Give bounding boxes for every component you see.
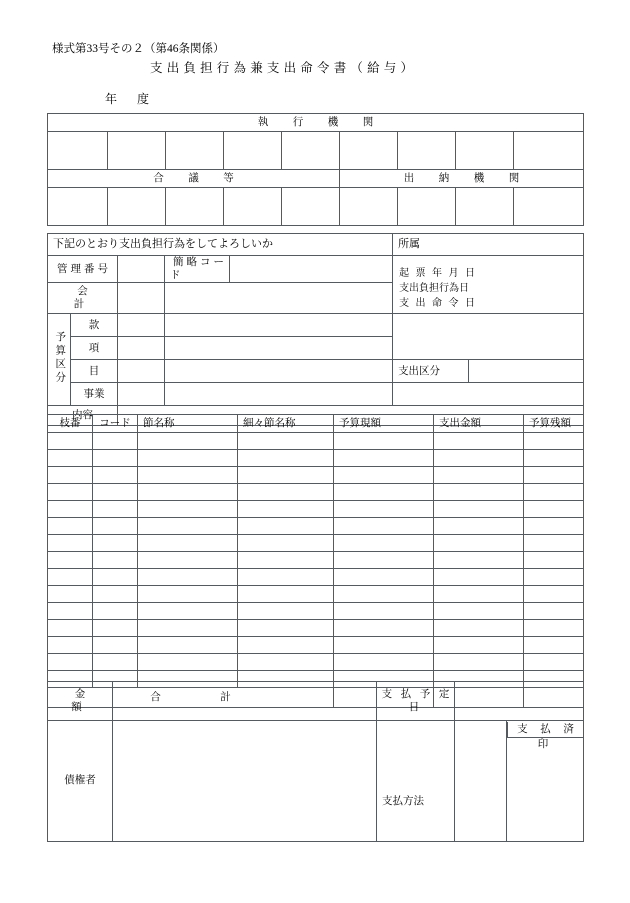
item-table-body (48, 433, 584, 688)
item-cell-code[interactable] (93, 569, 138, 586)
management-number-label: 管理番号 (48, 256, 118, 283)
budget-row-code[interactable] (118, 360, 165, 383)
item-cell-branch-number[interactable] (48, 433, 93, 450)
creditor-value[interactable] (113, 721, 377, 842)
item-cell-subsection-name[interactable] (238, 484, 334, 501)
item-cell-expenditure-amount[interactable] (434, 654, 524, 671)
item-table-row (48, 637, 584, 654)
expenditure-division-spacer (393, 383, 584, 406)
item-cell-branch-number[interactable] (48, 603, 93, 620)
item-cell-budget-amount[interactable] (334, 535, 434, 552)
agency-table (47, 113, 584, 226)
budget-row-name[interactable] (165, 383, 393, 406)
executive-agency-header: 執 行 機 関 (48, 114, 584, 132)
item-cell-expenditure-amount[interactable] (434, 637, 524, 654)
item-cell-section-name[interactable] (138, 637, 238, 654)
item-cell-expenditure-amount[interactable] (434, 433, 524, 450)
item-cell-code[interactable] (93, 484, 138, 501)
item-cell-expenditure-amount[interactable] (434, 501, 524, 518)
budget-division-label: 予算区分 (48, 314, 71, 406)
item-cell-section-name[interactable] (138, 501, 238, 518)
item-cell-remaining-budget[interactable] (524, 620, 584, 637)
budget-row-moku (48, 360, 584, 383)
item-cell-budget-amount[interactable] (334, 450, 434, 467)
budget-row-code[interactable] (118, 337, 165, 360)
management-number-row (48, 256, 584, 283)
item-cell-subsection-name[interactable] (238, 603, 334, 620)
item-cell-section-name[interactable] (138, 654, 238, 671)
budget-row-name[interactable] (165, 314, 393, 337)
item-cell-expenditure-amount[interactable] (434, 484, 524, 501)
payment-section (47, 681, 583, 842)
item-cell-subsection-name[interactable] (238, 586, 334, 603)
item-cell-budget-amount[interactable] (334, 518, 434, 535)
item-cell-branch-number[interactable] (48, 620, 93, 637)
affiliation-label: 所属 (393, 234, 584, 256)
abbrev-code-value[interactable] (230, 256, 393, 283)
item-cell-expenditure-amount[interactable] (434, 518, 524, 535)
budget-classification-table (47, 233, 584, 426)
column-header-expenditure-amount: 支出金額 (434, 415, 524, 433)
item-cell-section-name[interactable] (138, 569, 238, 586)
item-cell-code[interactable] (93, 654, 138, 671)
approval-statement: 下記のとおり支出負担行為をしてよろしいか (48, 234, 393, 256)
item-cell-expenditure-amount[interactable] (434, 586, 524, 603)
budget-classification-section (47, 233, 583, 426)
item-table-header-row (48, 415, 584, 433)
item-cell-expenditure-amount[interactable] (434, 450, 524, 467)
item-cell-code[interactable] (93, 467, 138, 484)
column-header-remaining-budget: 予算残額 (524, 415, 584, 433)
item-cell-budget-amount[interactable] (334, 569, 434, 586)
budget-row-label: 項 (71, 337, 118, 360)
form-number: 様式第33号その２（第46条関係） (52, 43, 225, 55)
expenditure-order-date-label: 支 出 命 令 日 (399, 298, 478, 310)
total-label: 合 計 (48, 688, 334, 708)
item-cell-section-name[interactable] (138, 450, 238, 467)
item-table-row (48, 586, 584, 603)
item-table-row (48, 569, 584, 586)
lower-agency-cell[interactable] (48, 188, 108, 226)
lower-agency-cell[interactable] (340, 188, 398, 226)
item-cell-subsection-name[interactable] (238, 433, 334, 450)
item-cell-code[interactable] (93, 433, 138, 450)
item-cell-remaining-budget[interactable] (524, 586, 584, 603)
expenditure-obligation-date-label: 支出負担行為日 (399, 283, 470, 295)
column-header-subsection-name: 細々節名称 (238, 415, 334, 433)
item-cell-section-name[interactable] (138, 552, 238, 569)
item-table-row (48, 518, 584, 535)
drafting-date-label: 起 票 年 月 日 (399, 268, 478, 280)
amount-value[interactable] (113, 682, 377, 721)
item-cell-remaining-budget[interactable] (524, 637, 584, 654)
consultation-cashier-stamp-row (48, 188, 584, 226)
fiscal-year-label: 年 度 (105, 92, 154, 106)
item-cell-section-name[interactable] (138, 484, 238, 501)
item-table-row (48, 535, 584, 552)
item-cell-branch-number[interactable] (48, 586, 93, 603)
item-cell-subsection-name[interactable] (238, 518, 334, 535)
item-cell-budget-amount[interactable] (334, 467, 434, 484)
item-table-row (48, 484, 584, 501)
lower-agency-cell[interactable] (456, 188, 514, 226)
item-cell-budget-amount[interactable] (334, 620, 434, 637)
budget-row-label: 事業 (71, 383, 118, 406)
lower-agency-cell[interactable] (282, 188, 340, 226)
item-cell-budget-amount[interactable] (334, 637, 434, 654)
column-header-section-name: 節名称 (138, 415, 238, 433)
paid-seal-cell[interactable] (507, 721, 584, 842)
item-cell-code[interactable] (93, 450, 138, 467)
amount-label: 金 額 (48, 682, 113, 721)
item-cell-branch-number[interactable] (48, 535, 93, 552)
item-cell-code[interactable] (93, 586, 138, 603)
item-cell-branch-number[interactable] (48, 484, 93, 501)
item-cell-remaining-budget[interactable] (524, 450, 584, 467)
item-cell-budget-amount[interactable] (334, 433, 434, 450)
expenditure-division-label: 支出区分 (393, 360, 469, 383)
item-cell-subsection-name[interactable] (238, 501, 334, 518)
abbrev-code-label: 簡略コード (165, 256, 230, 283)
budget-row-kan (48, 314, 584, 337)
lower-agency-cell[interactable] (224, 188, 282, 226)
item-cell-expenditure-amount[interactable] (434, 620, 524, 637)
item-cell-section-name[interactable] (138, 603, 238, 620)
executive-agency-cell[interactable] (340, 132, 398, 170)
item-cell-branch-number[interactable] (48, 501, 93, 518)
cashier-header: 出 納 機 関 (340, 170, 584, 188)
item-cell-section-name[interactable] (138, 467, 238, 484)
paid-seal-label: 支 払 済 印 (507, 722, 583, 738)
executive-agency-cell[interactable] (282, 132, 340, 170)
payment-table (47, 681, 584, 842)
executive-agency-header-row (48, 114, 584, 132)
consultation-cashier-header-row (48, 170, 584, 188)
item-cell-subsection-name[interactable] (238, 467, 334, 484)
budget-row-code[interactable] (118, 314, 165, 337)
item-cell-branch-number[interactable] (48, 518, 93, 535)
item-cell-subsection-name[interactable] (238, 569, 334, 586)
item-cell-code[interactable] (93, 620, 138, 637)
item-table-row (48, 433, 584, 450)
budget-row-name[interactable] (165, 360, 393, 383)
item-table-row (48, 603, 584, 620)
lower-agency-cell[interactable] (108, 188, 166, 226)
budget-row-code[interactable] (118, 383, 165, 406)
item-cell-remaining-budget[interactable] (524, 433, 584, 450)
executive-agency-cell[interactable] (398, 132, 456, 170)
lower-agency-cell[interactable] (398, 188, 456, 226)
item-cell-remaining-budget[interactable] (524, 484, 584, 501)
management-number-value[interactable] (118, 256, 165, 283)
budget-row-label: 款 (71, 314, 118, 337)
column-header-budget-amount: 予算現額 (334, 415, 434, 433)
payment-due-label: 支 払 予 定 日 (377, 682, 455, 721)
item-cell-code[interactable] (93, 603, 138, 620)
item-table-row (48, 501, 584, 518)
item-cell-subsection-name[interactable] (238, 654, 334, 671)
budget-row-name[interactable] (165, 337, 393, 360)
item-cell-branch-number[interactable] (48, 654, 93, 671)
creditor-label: 債権者 (48, 721, 113, 842)
item-cell-code[interactable] (93, 535, 138, 552)
item-table-row (48, 467, 584, 484)
item-table-row (48, 620, 584, 637)
item-cell-remaining-budget[interactable] (524, 603, 584, 620)
payment-due-value[interactable] (455, 682, 584, 721)
document-title: 支出負担行為兼支出命令書（給与） (150, 61, 418, 75)
consultation-header: 合 議 等 (48, 170, 340, 188)
item-cell-budget-amount[interactable] (334, 484, 434, 501)
item-cell-subsection-name[interactable] (238, 637, 334, 654)
executive-agency-cell[interactable] (166, 132, 224, 170)
column-header-branch-number: 枝番 (48, 415, 93, 433)
payment-method-label: 支払方法 (377, 721, 455, 842)
item-cell-subsection-name[interactable] (238, 535, 334, 552)
executive-agency-stamp-row (48, 132, 584, 170)
approval-row (48, 234, 584, 256)
item-cell-remaining-budget[interactable] (524, 501, 584, 518)
item-cell-subsection-name[interactable] (238, 450, 334, 467)
item-cell-budget-amount[interactable] (334, 603, 434, 620)
item-cell-code[interactable] (93, 637, 138, 654)
item-cell-budget-amount[interactable] (334, 501, 434, 518)
agency-section (47, 113, 583, 226)
item-cell-remaining-budget[interactable] (524, 569, 584, 586)
budget-row-jigyo (48, 383, 584, 406)
amount-row (48, 682, 584, 721)
item-cell-expenditure-amount[interactable] (434, 535, 524, 552)
item-cell-remaining-budget[interactable] (524, 467, 584, 484)
executive-agency-cell[interactable] (48, 132, 108, 170)
item-cell-section-name[interactable] (138, 620, 238, 637)
budget-row-label: 目 (71, 360, 118, 383)
item-cell-section-name[interactable] (138, 518, 238, 535)
item-cell-budget-amount[interactable] (334, 552, 434, 569)
item-table (47, 414, 584, 708)
content-label: 内容 (48, 406, 118, 426)
expenditure-division-value[interactable] (469, 360, 584, 383)
item-table-row (48, 654, 584, 671)
item-cell-remaining-budget[interactable] (524, 654, 584, 671)
account-name[interactable] (165, 283, 393, 314)
item-cell-budget-amount[interactable] (334, 654, 434, 671)
item-table-section (47, 414, 583, 708)
date-values-cell[interactable] (393, 314, 584, 360)
executive-agency-cell[interactable] (514, 132, 584, 170)
executive-agency-cell[interactable] (456, 132, 514, 170)
item-cell-branch-number[interactable] (48, 450, 93, 467)
item-cell-remaining-budget[interactable] (524, 552, 584, 569)
item-cell-expenditure-amount[interactable] (434, 569, 524, 586)
item-cell-branch-number[interactable] (48, 637, 93, 654)
item-cell-branch-number[interactable] (48, 569, 93, 586)
account-label: 会 計 (48, 283, 118, 314)
item-cell-remaining-budget[interactable] (524, 518, 584, 535)
paid-seal-value[interactable] (507, 738, 583, 841)
executive-agency-cell[interactable] (108, 132, 166, 170)
column-header-code: コード (93, 415, 138, 433)
item-cell-section-name[interactable] (138, 433, 238, 450)
payment-method-value[interactable] (455, 721, 507, 842)
item-cell-code[interactable] (93, 518, 138, 535)
item-cell-expenditure-amount[interactable] (434, 467, 524, 484)
item-cell-section-name[interactable] (138, 586, 238, 603)
item-table-row (48, 450, 584, 467)
date-label-stack (393, 258, 583, 311)
item-cell-branch-number[interactable] (48, 552, 93, 569)
item-cell-remaining-budget[interactable] (524, 535, 584, 552)
item-cell-expenditure-amount[interactable] (434, 603, 524, 620)
item-table-row (48, 552, 584, 569)
item-cell-budget-amount[interactable] (334, 586, 434, 603)
item-cell-subsection-name[interactable] (238, 552, 334, 569)
item-cell-expenditure-amount[interactable] (434, 552, 524, 569)
affiliation-value[interactable] (393, 256, 584, 314)
item-cell-code[interactable] (93, 501, 138, 518)
executive-agency-cell[interactable] (224, 132, 282, 170)
item-cell-subsection-name[interactable] (238, 620, 334, 637)
creditor-row (48, 721, 584, 842)
lower-agency-cell[interactable] (514, 188, 584, 226)
item-cell-branch-number[interactable] (48, 467, 93, 484)
lower-agency-cell[interactable] (166, 188, 224, 226)
item-cell-section-name[interactable] (138, 535, 238, 552)
item-cell-code[interactable] (93, 552, 138, 569)
